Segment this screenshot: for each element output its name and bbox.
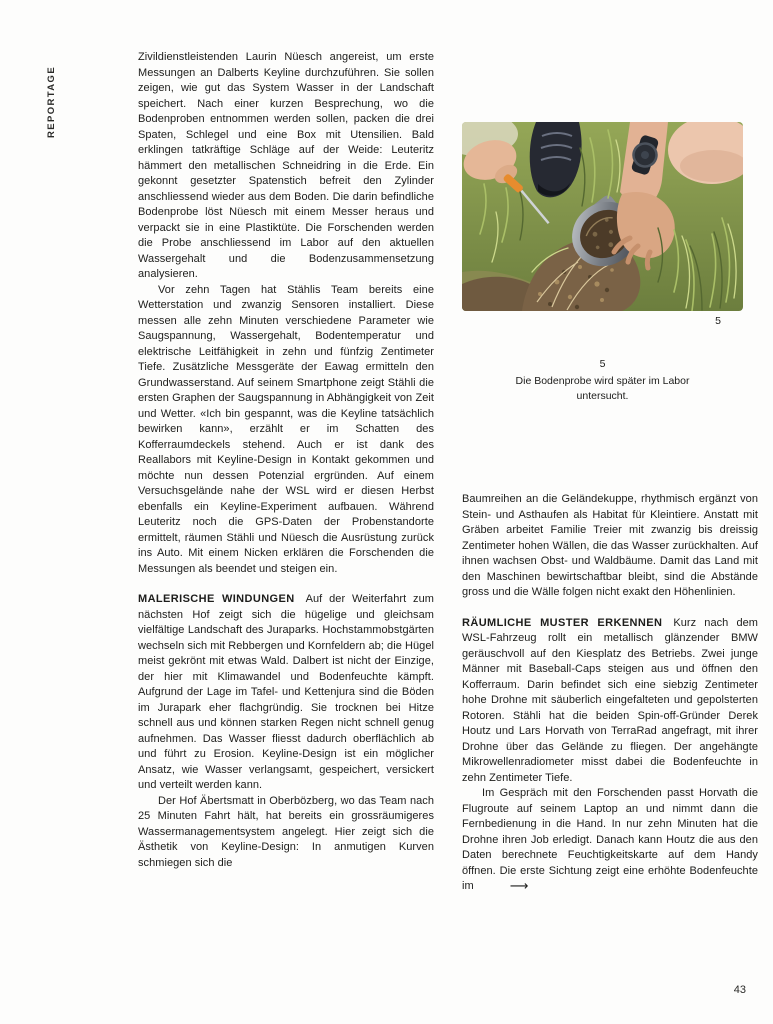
figure-caption: [462, 357, 743, 405]
figure-soil-sample: [462, 122, 743, 327]
page-number: 43: [733, 984, 746, 996]
continuation-arrow-icon: ⟶: [509, 878, 529, 893]
section-heading: RÄUMLICHE MUSTER ERKENNEN: [462, 616, 663, 629]
paragraph-text: Der Hof Äbertsmatt in Oberbözberg, wo das Team nach 25 Minuten Fahrt hält, hat bereits ein grossräumigeres Wassermanagementsystem angelegt. Hier zeigt sich die Ästhetik von Keyline-Design: In anmutigen Kurven schmiegen sich die: [138, 794, 434, 869]
caption-text: Die Bodenprobe wird später im Labor untersucht.: [515, 374, 690, 402]
paragraph-text: Baumreihen an die Geländekuppe, rhythmisch ergänzt von Stein- und Asthaufen als Habitat für Kleintiere. Anstatt mit Gräben arbeitet Familie Treier mit zwanzig bis dreissig Zentimeter hohen Wällen, die das Wasser zurückhalten. Auf ihnen wachsen Obst- und Waldbäume. Damit das Land mit den Maschinen bewirtschaftbar bleibt, sind die Abstände gross und die Wälle folgen nicht exakt den Höhenlinien.: [462, 493, 758, 598]
text-column-right: [462, 492, 758, 895]
photo-illustration: [462, 122, 743, 311]
paragraph-text: Kurz nach dem WSL-Fahrzeug rollt ein metallisch glänzender BMW geräuschvoll auf den Kiesplatz des Betriebs. Zwei junge Männer mit Baseball-Caps steigen aus und öffnen den Kofferraum. Darin befindet sich eine siebzig Zentimeter hohe Drohne mit säuberlich eingefalteten und gepolsterten Rotoren. Stähli hat die beiden Spin-off-Gründer Derek Houtz und Lars Horvath von TerraRad angefragt, mit ihrer Drohne über das Gelände zu fliegen. Der angehängte Mikrowellenradiometer misst dabei die Bodenfeuchte in zehn Zentimeter Tiefe.: [462, 616, 758, 784]
soil-sample-photo: [462, 122, 743, 311]
section-heading: MALERISCHE WINDUNGEN: [138, 593, 295, 605]
paragraph: [462, 492, 758, 601]
paragraph-with-heading: [138, 592, 434, 794]
paragraph-text: Zivildienstleistenden Laurin Nüesch angereist, um erste Messungen an Dalberts Keyline durchzuführen. Sie sollen zeigen, wie gut das System Wasser in der Landschaft speichert. Nach einer kurzen Besprechung, wo die Bodenproben entnommen werden sollen, packen die drei Spaten, Schlegel und eine Box mit Utensilien. Bald erklingen tatkräftige Schläge auf der Weide: Leuteritz hämmert den metallischen Schneidring in die Erde. Ein gekonnt gesetzter Spatenstich befreit den Zylinder anschliessend wieder aus dem Boden. Die darin befindliche Bodenprobe löst Nüesch mit einem Messer heraus und verpackt sie in eine Plastiktüte. Die Forschenden werden die Probe anschliessend im Labor auf den aktuellen Wassergehalt und die Bodenzusammensetzung analysieren.: [138, 51, 434, 280]
paragraph-text: Vor zehn Tagen hat Stählis Team bereits eine Wetterstation und zwanzig Sensoren installiert. Diese messen alle zehn Minuten verschiedene Parameter wie Saugspannung, Wassergehalt, Bodentemperatur und elektrische Leitfähigkeit in zehn und fünfzig Zentimeter Tiefe. Zusätzliche Messgeräte der Eawag ermitteln den Grundwasserstand. Auf seinem Smartphone zeigt Stähli die ersten Graphen der Saugspannung in Abhängigkeit von Zeit und Wetter. «Ich bin gespannt, was die Keyline tatsächlich bewirken kann», erzählt er im Schatten des Kofferraumdeckels stehend. Auch er ist dank des Reallabors mit Keyline-Design in Kontakt gekommen und möchte nun dessen Potenzial ergründen. Auf einem Versuchsgelände nahe der WSL wird er diesen Herbst ebenfalls ein Keyline-Experiment aufbauen. Während Leuteritz noch die GPS-Daten der Probenstandorte ermittelt, räumen Stähli und Nüesch die Ausrüstung zurück ins Auto. Mit einem Nicken erklären die Forschenden die Messungen als beendet und steigen ein.: [138, 283, 434, 575]
paragraph-with-heading: [462, 616, 758, 787]
section-label-vertical: REPORTAGE: [46, 65, 57, 138]
text-column-left: [138, 50, 434, 871]
figure-number-marker: 5: [715, 315, 721, 327]
paragraph-text: Im Gespräch mit den Forschenden passt Horvath die Flugroute auf seinem Laptop an und nimmt dann die Fernbedienung in die Hand. In nur zehn Minuten hat die Drohne ihren Job erledigt. Danach kann Houtz die aus den Daten berechnete Feuchtigkeitskarte auf dem Handy öffnen. Die erste Sichtung zeigt eine erhöhte Bodenfeuchte im: [462, 787, 758, 892]
paragraph: [138, 794, 434, 872]
caption-number: 5: [599, 358, 606, 370]
paragraph: [462, 786, 758, 895]
paragraph: [138, 50, 434, 283]
paragraph: [138, 283, 434, 578]
paragraph-text: Auf der Weiterfahrt zum nächsten Hof zeigt sich die hügelige und gleichsam vielfältige Landschaft des Juraparks. Hochstammobstgärten wechseln sich mit Rebbergen und Kornfeldern ab; die Hügel meist gekrönt mit etwas Wald. Dalbert ist nicht der Einzige, der hier mit Klimawandel und Bodenfeuchte kämpft. Aufgrund der Lage im Tafel- und Kettenjura sind die Böden im Jurapark eher flachgründig. Sie trocknen bei Hitze schnell aus und können starken Regen nicht schnell genug aufnehmen. Das Wasser fliesst dadurch oberflächlich ab und führt zu Erosion. Keyline-Design ist ein möglicher Ansatz, wie Wasser verlangsamt, gespeichert, versickert und verteilt werden kann.: [138, 593, 434, 791]
